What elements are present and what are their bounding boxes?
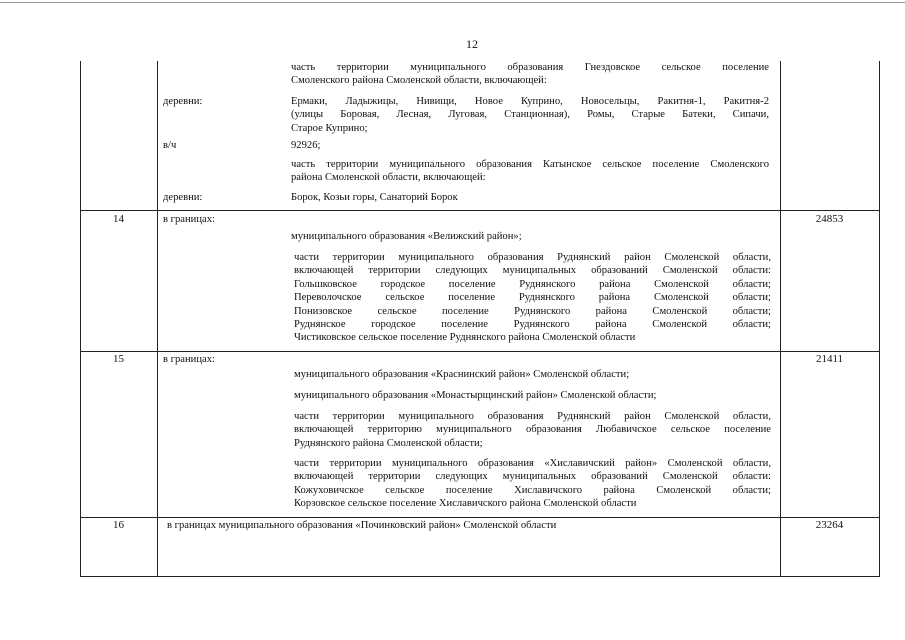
row-label: деревни:: [163, 192, 203, 203]
row-number: 15: [113, 353, 124, 365]
entry-text: Борок, Козьи горы, Санаторий Борок: [291, 192, 458, 203]
row-total: 23264: [815, 519, 844, 531]
table-border-left: [80, 61, 81, 576]
row-divider: [80, 210, 880, 211]
row-label: в границах:: [163, 354, 215, 365]
table-border-right: [879, 61, 880, 576]
row-label: деревни:: [163, 96, 203, 107]
row-divider: [80, 517, 880, 518]
row-total: 21411: [815, 353, 844, 365]
row-label: в границах муниципального образования «Починковский район» Смоленской области: [167, 520, 557, 531]
row-label: в границах:: [163, 214, 215, 225]
row-number: 16: [113, 519, 124, 531]
table-column-divider: [157, 61, 158, 576]
table-column-divider: [780, 61, 781, 576]
entry-text: части территории муниципального образования Руднянский район Смоленской области, включающей территории следующих муниципальных образований Смоленской области: Гольшковское городское поселение Руднянского района Смоленской области; Переволочское сельское поселение Руднянского района Смоленской области; Понизовское сельское поселение Руднянского района Смоленской области; Руднянское городское поселение Руднянского района Смоленской области; Чистиковское сельское поселение Руднянского района Смоленской области: [294, 252, 771, 344]
row-total: 24853: [815, 213, 844, 225]
top-edge-line: [0, 2, 905, 3]
table-border-bottom: [80, 576, 880, 577]
entry-text: части территории муниципального образования Руднянский район Смоленской области, включающей территорию муниципального образования Любавичское сельское поселение Руднянского района Смоленской области;: [294, 411, 771, 449]
row-divider: [80, 351, 880, 352]
entry-text: муниципального образования «Краснинский район» Смоленской области;: [294, 369, 630, 380]
entry-text: часть территории муниципального образования Катынское сельское поселение Смоленского района Смоленской области, включающей:: [291, 159, 769, 184]
entry-text: Ермаки, Ладыжицы, Нивищи, Новое Куприно, Новосельцы, Ракитня-1, Ракитня-2 (улицы Боровая, Лесная, Луговая, Станционная), Ромы, Старые Батеки, Сипачи, Старое Куприно;: [291, 96, 769, 134]
entry-text: муниципального образования «Монастырщинский район» Смоленской области;: [294, 390, 657, 401]
page-number: 12: [466, 37, 478, 51]
row-number: 14: [113, 213, 124, 225]
entry-text: части территории муниципального образования «Хиславичский район» Смоленской области, включающей территории следующих муниципальных образований Смоленской области: Кожуховичское сельское поселение Хиславичского района Смоленской области; Корзовское сельское поселение Хиславичского района Смоленской области: [294, 458, 771, 510]
row-label: в/ч: [163, 140, 177, 151]
entry-text: часть территории муниципального образования Гнездовское сельское поселение Смоленского района Смоленской области, включающей:: [291, 62, 769, 87]
entry-text: муниципального образования «Велижский район»;: [291, 231, 522, 242]
entry-text: 92926;: [291, 140, 321, 151]
